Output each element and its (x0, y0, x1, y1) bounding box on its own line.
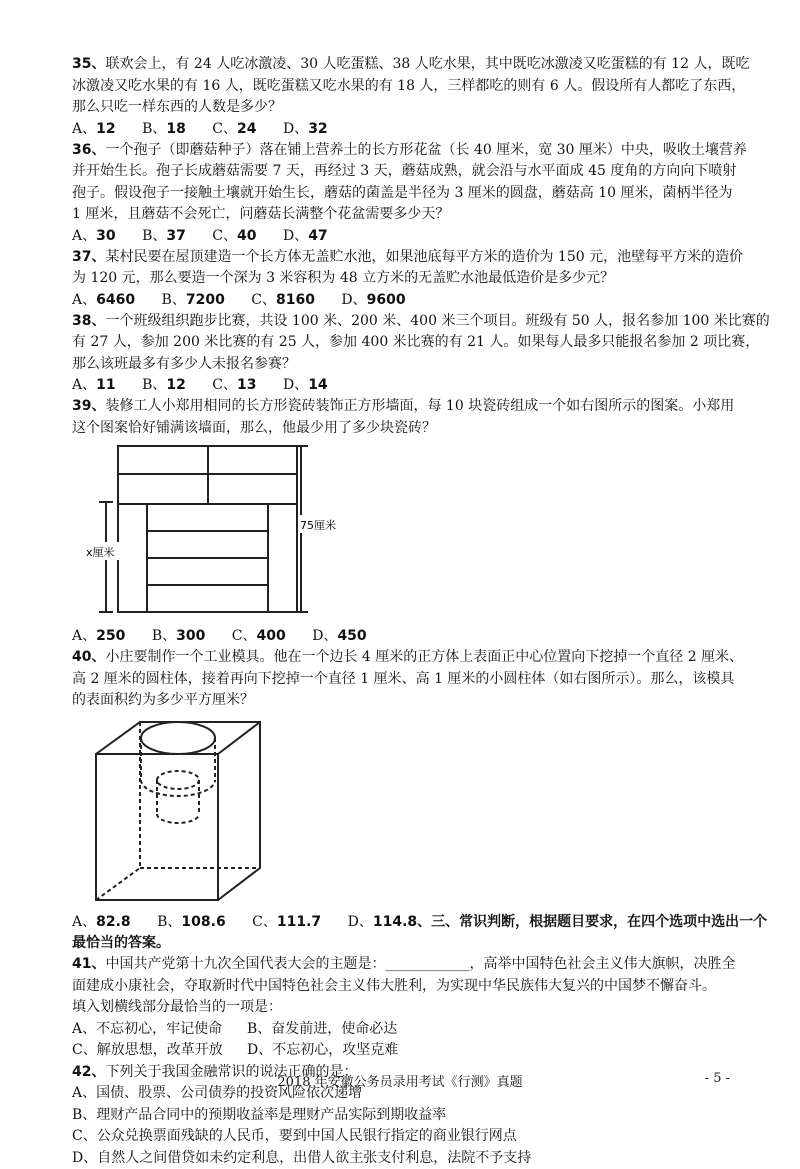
option-a[interactable]: A、82.8 (72, 912, 131, 933)
question-number: 42、 (72, 1064, 105, 1080)
option-d[interactable]: D、14 (283, 375, 328, 396)
question-text: 小庄要制作一个工业模具。他在一个边长 4 厘米的正方体上表面正中心位置向下挖掉一个直径 2 厘米、 (105, 649, 743, 665)
option-d[interactable]: D、32 (283, 119, 328, 140)
option-b[interactable]: B、300 (152, 626, 206, 647)
cube-mold-figure (72, 718, 736, 904)
option-c[interactable]: C、111.7 (252, 912, 321, 933)
question-number: 41、 (72, 956, 105, 972)
question-text: 这个图案恰好铺满该墙面，那么，他最少用了多少块瓷砖？ (72, 418, 736, 440)
question-36 (72, 140, 736, 247)
option-c[interactable]: C、24 (212, 119, 256, 140)
question-number: 39、 (72, 398, 105, 414)
question-text: 孢子。假设孢子一接触土壤就开始生长，蘑菇的菌盖是半径为 3 厘米的圆盘，蘑菇高 10 厘米，菌柄半径为 (72, 183, 736, 205)
question-number: 35、 (72, 56, 105, 72)
question-text: 装修工人小郑用相同的长方形瓷砖装饰正方形墙面，每 10 块瓷砖组成一个如右图所示的图案。小郑用 (105, 398, 734, 414)
answer-options (72, 290, 736, 311)
answer-options (72, 119, 736, 140)
tile-pattern-figure (72, 444, 736, 620)
option-c[interactable]: C、400 (232, 626, 286, 647)
question-text: 一个孢子（即蘑菇种子）落在铺上营养土的长方形花盆（长 40 厘米，宽 30 厘米）中央，吸收土壤营养 (105, 142, 746, 158)
question-38 (72, 311, 736, 397)
answer-options (72, 912, 736, 933)
answer-options (72, 375, 736, 396)
question-text: 一个班级组织跑步比赛，共设 100 米、200 米、400 米三个项目。班级有 50 人，报名参加 100 米比赛的 (105, 313, 769, 329)
question-text: 填入划横线部分最恰当的一项是： (72, 997, 736, 1019)
answer-options (72, 626, 736, 647)
question-text: 中国共产党第十九次全国代表大会的主题是：____________，高举中国特色社会主义伟大旗帜，决胜全 (105, 956, 735, 972)
question-text: 那么该班最多有多少人未报名参赛？ (72, 354, 736, 376)
option-d[interactable]: D、不忘初心，攻坚克难 (247, 1042, 398, 1058)
option-c[interactable]: C、8160 (251, 290, 315, 311)
section-heading-cont: 最恰当的答案。 (72, 933, 736, 955)
question-text: 那么只吃一样东西的人数是多少？ (72, 97, 736, 119)
question-text: 为 120 元，那么要造一个深为 3 米容积为 48 立方米的无盖贮水池最低造价是多少元？ (72, 268, 736, 290)
question-39 (72, 396, 736, 647)
question-text: 下列关于我国金融常识的说法正确的是： (105, 1064, 357, 1080)
question-number: 37、 (72, 249, 105, 265)
option-a[interactable]: A、不忘初心，牢记使命 (72, 1019, 247, 1041)
question-40 (72, 647, 736, 954)
question-text: 冰激凌又吃水果的有 16 人，既吃蛋糕又吃水果的有 18 人，三样都吃的则有 6 人。假设所有人都吃了东西， (72, 76, 736, 98)
question-text: 联欢会上，有 24 人吃冰激凌、30 人吃蛋糕、38 人吃水果，其中既吃冰激凌又吃蛋糕的有 12 人，既吃 (105, 56, 749, 72)
section-heading: 、三、常识判断，根据题目要求，在四个选项中选出一个 (417, 914, 767, 930)
option-c[interactable]: C、13 (212, 375, 256, 396)
option-b[interactable]: B、7200 (162, 290, 225, 311)
exam-page (72, 54, 736, 1169)
question-number: 38、 (72, 313, 105, 329)
question-text: 1 厘米，且蘑菇不会死亡，问蘑菇长满整个花盆需要多少天？ (72, 204, 736, 226)
option-d[interactable]: D、47 (283, 226, 328, 247)
option-a[interactable]: A、11 (72, 375, 116, 396)
option-d[interactable]: D、114.8 (348, 912, 418, 933)
option-b[interactable]: B、理财产品合同中的预期收益率是理财产品实际到期收益率 (72, 1105, 736, 1127)
question-text: 面建成小康社会，夺取新时代中国特色社会主义伟大胜利，为实现中华民族伟大复兴的中国梦不懈奋斗。 (72, 976, 736, 998)
option-a[interactable]: A、250 (72, 626, 125, 647)
question-number: 36、 (72, 142, 105, 158)
question-37 (72, 247, 736, 311)
option-b[interactable]: B、奋发前进，使命必达 (247, 1021, 397, 1037)
question-text: 高 2 厘米的圆柱体，接着再向下挖掉一个直径 1 厘米、高 1 厘米的小圆柱体（如右图所示）。那么，该模具 (72, 669, 736, 691)
75cm-label: 75厘米 (300, 518, 336, 532)
option-a[interactable]: A、12 (72, 119, 116, 140)
footer-title: 2018 年安徽公务员录用考试《行测》真题 (0, 1071, 800, 1090)
answer-options (72, 226, 736, 247)
question-number: 40、 (72, 649, 105, 665)
option-c[interactable]: C、40 (212, 226, 256, 247)
question-text: 的表面积约为多少平方厘米？ (72, 690, 736, 712)
page-number: - 5 - (705, 1071, 730, 1086)
option-b[interactable]: B、37 (142, 226, 186, 247)
question-text: 某村民要在屋顶建造一个长方体无盖贮水池，如果池底每平方米的造价为 150 元，池壁每平方米的造价 (105, 249, 743, 265)
x-cm-label: x厘米 (86, 545, 115, 559)
option-c[interactable]: C、解放思想，改革开放 (72, 1040, 247, 1062)
option-b[interactable]: B、108.6 (157, 912, 226, 933)
option-b[interactable]: B、12 (142, 375, 186, 396)
option-b[interactable]: B、18 (142, 119, 186, 140)
option-d[interactable]: D、450 (312, 626, 366, 647)
option-a[interactable]: A、国债、股票、公司债券的投资风险依次递增 (72, 1083, 736, 1105)
option-a[interactable]: A、30 (72, 226, 116, 247)
option-c[interactable]: C、公众兑换票面残缺的人民币，要到中国人民银行指定的商业银行网点 (72, 1126, 736, 1148)
question-text: 有 27 人，参加 200 米比赛的有 25 人，参加 400 米比赛的有 21 人。如果每人最多只能报名参加 2 项比赛， (72, 332, 736, 354)
question-35 (72, 54, 736, 140)
option-a[interactable]: A、6460 (72, 290, 135, 311)
option-d[interactable]: D、自然人之间借贷如未约定利息，出借人欲主张支付利息，法院不予支持 (72, 1148, 736, 1169)
option-d[interactable]: D、9600 (341, 290, 405, 311)
question-text: 并开始生长。孢子长成蘑菇需要 7 天，再经过 3 天，蘑菇成熟，就会沿与水平面成 45 度角的方向向下喷射 (72, 161, 736, 183)
question-41 (72, 954, 736, 1062)
